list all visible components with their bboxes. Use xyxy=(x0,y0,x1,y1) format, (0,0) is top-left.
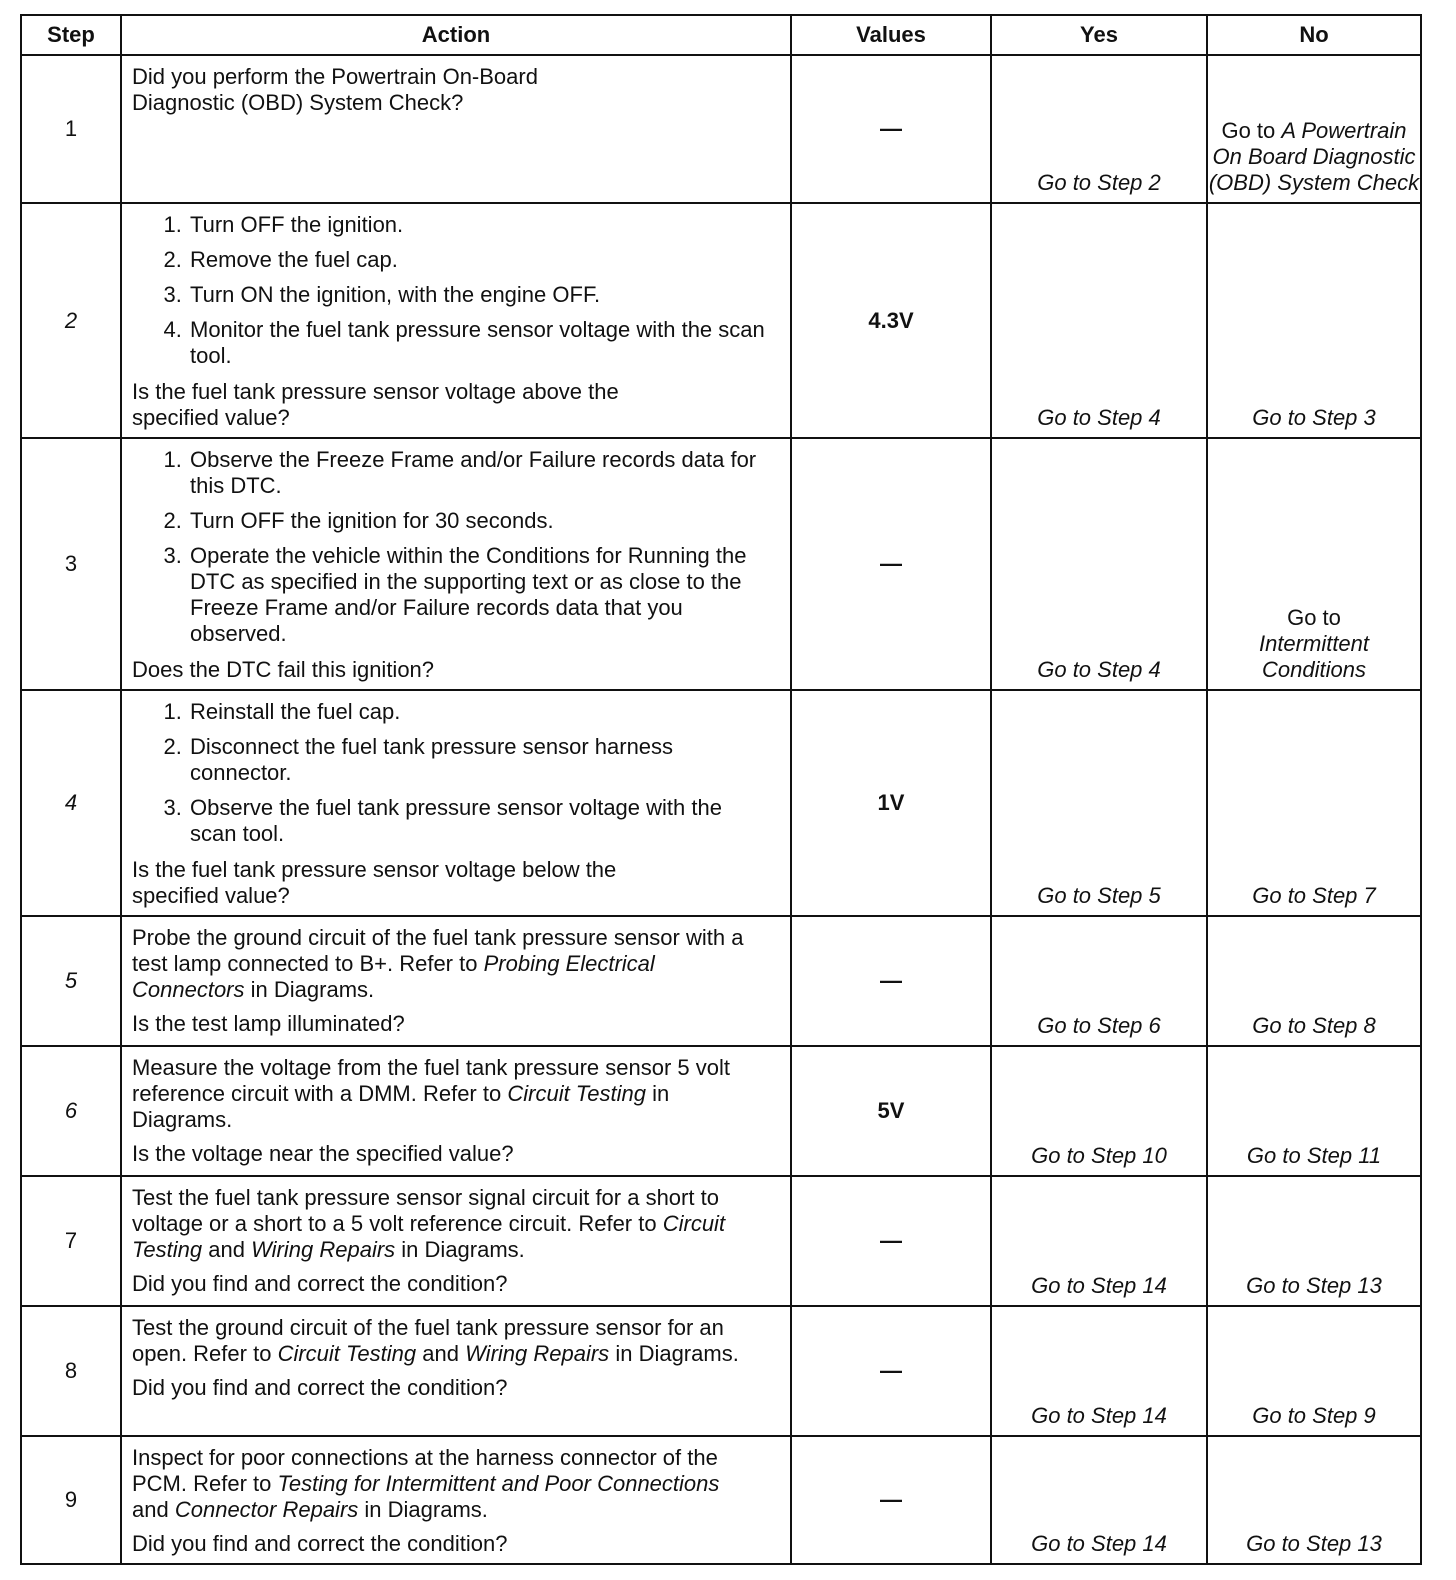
in-text: in xyxy=(615,1341,633,1366)
yes-cell[interactable]: Go to Step 6 xyxy=(991,916,1207,1046)
no-cell[interactable] xyxy=(1207,55,1421,203)
diagrams-ref: Diagrams. xyxy=(132,1107,233,1132)
reference-link[interactable]: Circuit Testing xyxy=(277,1341,417,1366)
diagnostic-table xyxy=(20,14,1422,1565)
no-cell[interactable]: Go to Step 8 xyxy=(1207,916,1421,1046)
no-cell[interactable]: Go to Step 9 xyxy=(1207,1306,1421,1436)
table-row xyxy=(21,203,1421,438)
header-yes: Yes xyxy=(991,15,1207,55)
table-row xyxy=(21,1176,1421,1306)
no-cell[interactable] xyxy=(1207,438,1421,690)
yes-cell[interactable]: Go to Step 2 xyxy=(991,55,1207,203)
no-cell[interactable]: Go to Step 7 xyxy=(1207,690,1421,916)
action-step: 1. Turn OFF the ignition. xyxy=(188,212,780,238)
action-question: Did you perform the Powertrain On-Board Diagnostic (OBD) System Check? xyxy=(132,64,538,115)
step-number: 9 xyxy=(21,1436,121,1564)
table-row xyxy=(21,916,1421,1046)
reference-link[interactable]: Probing Electrical Connectors xyxy=(132,951,655,1002)
step-number: 2 xyxy=(21,203,121,438)
action-step: 3. Operate the vehicle within the Conditions for Running the DTC as specified in the supporting text or as close to the Freeze Frame and/or Failure records data that you observed. xyxy=(188,543,780,647)
header-row xyxy=(21,15,1421,55)
value-cell: — xyxy=(791,916,991,1046)
reference-link[interactable]: Wiring Repairs xyxy=(465,1341,610,1366)
value-cell: 4.3V xyxy=(791,203,991,438)
action-step: 1. Observe the Freeze Frame and/or Failure records data for this DTC. xyxy=(188,447,780,499)
action-paragraph xyxy=(132,925,772,1003)
action-question: Is the fuel tank pressure sensor voltage above the specified value? xyxy=(132,379,619,430)
action-step: 4. Monitor the fuel tank pressure sensor voltage with the scan tool. xyxy=(188,317,780,369)
value-cell: 1V xyxy=(791,690,991,916)
action-step: 2. Remove the fuel cap. xyxy=(188,247,780,273)
reference-link[interactable]: Circuit Testing xyxy=(507,1081,646,1106)
table-row xyxy=(21,1436,1421,1564)
value-cell: — xyxy=(791,438,991,690)
action-question: Is the voltage near the specified value? xyxy=(132,1141,514,1166)
no-prefix: Go to xyxy=(1221,118,1276,143)
no-cell[interactable]: Go to Step 11 xyxy=(1207,1046,1421,1176)
action-step: 3. Turn ON the ignition, with the engine OFF. xyxy=(188,282,780,308)
action-text: Inspect for poor connections at the harness connector of the PCM. Refer to xyxy=(132,1445,718,1496)
reference-link[interactable]: Wiring Repairs xyxy=(251,1237,396,1262)
action-steps-list xyxy=(132,212,780,369)
step-number: 7 xyxy=(21,1176,121,1306)
action-cell xyxy=(121,1046,791,1176)
value-cell: — xyxy=(791,55,991,203)
action-cell xyxy=(121,1176,791,1306)
yes-cell[interactable]: Go to Step 14 xyxy=(991,1436,1207,1564)
action-text: Test the ground circuit of the fuel tank pressure sensor for an open. Refer to xyxy=(132,1315,724,1366)
action-text: Test the fuel tank pressure sensor signal circuit for a short to voltage or a short to a 5 volt reference circuit. Refer to xyxy=(132,1185,719,1236)
yes-cell[interactable]: Go to Step 14 xyxy=(991,1176,1207,1306)
table-row xyxy=(21,1306,1421,1436)
action-steps-list xyxy=(132,447,780,647)
diagrams-ref: Diagrams. xyxy=(424,1237,525,1262)
and-text: and xyxy=(208,1237,245,1262)
diagrams-ref: Diagrams. xyxy=(273,977,375,1002)
action-cell xyxy=(121,55,791,203)
reference-link[interactable]: Connector Repairs xyxy=(174,1497,359,1522)
action-text: Measure the voltage from the fuel tank pressure sensor 5 volt reference circuit with a DMM. Refer to xyxy=(132,1055,730,1106)
step-number: 3 xyxy=(21,438,121,690)
in-text: in xyxy=(401,1237,419,1262)
diagrams-ref: Diagrams. xyxy=(387,1497,488,1522)
table-row xyxy=(21,690,1421,916)
action-cell xyxy=(121,1436,791,1564)
action-step: 3. Observe the fuel tank pressure sensor voltage with the scan tool. xyxy=(188,795,750,847)
yes-cell[interactable]: Go to Step 14 xyxy=(991,1306,1207,1436)
step-number: 4 xyxy=(21,690,121,916)
table-row xyxy=(21,1046,1421,1176)
action-paragraph xyxy=(132,1185,782,1263)
in-text: in xyxy=(652,1081,670,1106)
action-cell xyxy=(121,916,791,1046)
and-text: and xyxy=(422,1341,459,1366)
no-prefix: Go to xyxy=(1287,605,1341,630)
diagrams-ref: Diagrams. xyxy=(638,1341,739,1366)
header-action: Action xyxy=(121,15,791,55)
step-number: 6 xyxy=(21,1046,121,1176)
no-cell[interactable]: Go to Step 13 xyxy=(1207,1176,1421,1306)
no-link[interactable]: A Powertrain On Board Diagnostic (OBD) System Check xyxy=(1208,118,1420,195)
action-question: Did you find and correct the condition? xyxy=(132,1271,508,1296)
action-question: Does the DTC fail this ignition? xyxy=(132,657,435,682)
value-cell: — xyxy=(791,1436,991,1564)
action-paragraph xyxy=(132,1055,752,1133)
table-row xyxy=(21,438,1421,690)
and-text: and xyxy=(132,1497,169,1522)
yes-cell[interactable]: Go to Step 10 xyxy=(991,1046,1207,1176)
action-cell xyxy=(121,1306,791,1436)
step-number: 1 xyxy=(21,55,121,203)
action-steps-list xyxy=(132,699,780,847)
no-link[interactable]: Intermittent Conditions xyxy=(1258,631,1370,682)
action-step: 2. Turn OFF the ignition for 30 seconds. xyxy=(188,508,780,534)
value-cell: — xyxy=(791,1176,991,1306)
action-paragraph xyxy=(132,1445,762,1523)
header-step: Step xyxy=(21,15,121,55)
reference-link[interactable]: Circuit Testing xyxy=(132,1211,726,1262)
reference-link[interactable]: Testing for Intermittent and Poor Connections xyxy=(277,1471,720,1496)
action-cell xyxy=(121,203,791,438)
action-question: Is the test lamp illuminated? xyxy=(132,1011,405,1036)
yes-cell[interactable]: Go to Step 4 xyxy=(991,203,1207,438)
action-paragraph xyxy=(132,1315,782,1367)
step-number: 8 xyxy=(21,1306,121,1436)
action-text: Probe the ground circuit of the fuel tank pressure sensor with a test lamp connected to B+. Refer to xyxy=(132,925,744,976)
yes-cell[interactable]: Go to Step 4 xyxy=(991,438,1207,690)
action-question: Did you find and correct the condition? xyxy=(132,1375,508,1400)
yes-cell[interactable]: Go to Step 5 xyxy=(991,690,1207,916)
action-question: Did you find and correct the condition? xyxy=(132,1531,508,1556)
action-step: 1. Reinstall the fuel cap. xyxy=(188,699,780,725)
action-cell xyxy=(121,438,791,690)
step-number: 5 xyxy=(21,916,121,1046)
action-question: Is the fuel tank pressure sensor voltage below the specified value? xyxy=(132,857,617,908)
no-cell[interactable]: Go to Step 3 xyxy=(1207,203,1421,438)
table-row xyxy=(21,55,1421,203)
action-cell xyxy=(121,690,791,916)
in-text: in xyxy=(364,1497,382,1522)
value-cell: — xyxy=(791,1306,991,1436)
header-no: No xyxy=(1207,15,1421,55)
value-cell: 5V xyxy=(791,1046,991,1176)
header-values: Values xyxy=(791,15,991,55)
no-cell[interactable]: Go to Step 13 xyxy=(1207,1436,1421,1564)
in-text: in xyxy=(250,977,268,1002)
action-step: 2. Disconnect the fuel tank pressure sensor harness connector. xyxy=(188,734,730,786)
